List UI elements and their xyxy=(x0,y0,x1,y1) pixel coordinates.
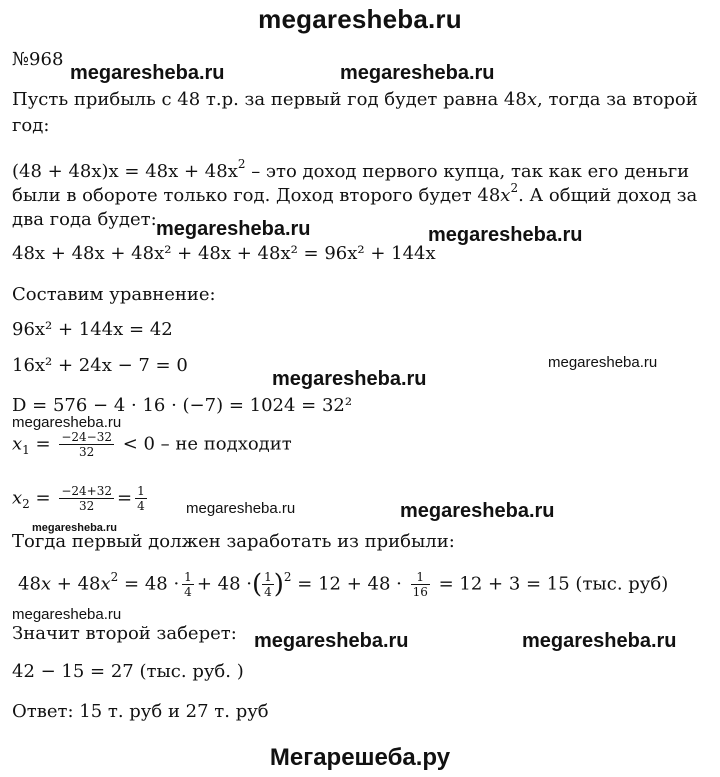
watermark: megaresheba.ru xyxy=(548,354,658,371)
watermark: megaresheba.ru xyxy=(400,500,555,522)
x1-var: x xyxy=(12,433,23,455)
watermark: megaresheba.ru xyxy=(340,62,495,84)
root-x1: $x_1$ = $\frac{-24-32}{32}$ < 0 – не подходит xyxy=(12,430,292,459)
x2-fraction xyxy=(59,484,114,513)
sum-equation: 48x + 48x + 48x² + 48x + 48x² = 96x² + 144x xyxy=(12,243,436,264)
profit-frac-c: $\frac{1}{16}$ xyxy=(412,570,428,599)
exponent: 2 xyxy=(237,157,246,171)
x2-result-numerator: 1 xyxy=(137,484,145,498)
x1-denominator: 32 xyxy=(79,445,95,459)
profit-frac-b: $\frac{1}{4}$ xyxy=(264,570,272,599)
watermark: megaresheba.ru xyxy=(32,522,117,534)
watermark: megaresheba.ru xyxy=(70,62,225,84)
equation-2: 16x² + 24x − 7 = 0 xyxy=(12,355,188,376)
watermark: megaresheba.ru xyxy=(156,218,311,240)
discriminant: D = 576 − 4 · 16 · (−7) = 1024 = 32² xyxy=(12,395,353,416)
para-line-3: два года будет: xyxy=(12,209,157,230)
second-income-end: . А общий доход за xyxy=(518,185,698,206)
exponent: 2 xyxy=(510,181,519,195)
problem-number: №968 xyxy=(12,49,64,70)
x1-numerator: −24−32 xyxy=(61,430,112,444)
site-footer: Мегарешеба.ру xyxy=(269,744,451,771)
x2-denominator: 32 xyxy=(79,499,95,513)
para-line-1 xyxy=(12,157,690,184)
then-text: Тогда первый должен заработать из прибыли: xyxy=(12,531,455,552)
x1-tail: < 0 – не подходит xyxy=(116,433,292,455)
intro-var: x xyxy=(526,89,537,110)
watermark: megaresheba.ru xyxy=(522,630,677,652)
income-text: – это доход первого купца, так как его деньги xyxy=(245,161,690,182)
intro-line-1 xyxy=(12,88,698,112)
x2-var: x xyxy=(12,487,23,509)
x2-result-fraction xyxy=(135,484,147,513)
var-x: x xyxy=(500,185,511,206)
x2-result-denominator: 4 xyxy=(137,499,145,513)
profit-tail: = 12 + 48 · xyxy=(291,573,408,595)
intro-end: , тогда за второй xyxy=(537,89,698,110)
make-equation-text: Составим уравнение: xyxy=(12,284,216,305)
x1-subscript: 1 xyxy=(22,443,30,458)
root-x2: $x_2$ = $\frac{-24+32}{32}$ = $\frac{1}{4}$ xyxy=(12,484,145,513)
answer: Ответ: 15 т. руб и 27 т. руб xyxy=(12,701,269,722)
watermark: megaresheba.ru xyxy=(12,414,122,431)
profit-frac-a: $\frac{1}{4}$ xyxy=(184,570,192,599)
watermark: megaresheba.ru xyxy=(12,606,122,623)
second-income-text: были в обороте только год. Доход второго будет 48 xyxy=(12,185,501,206)
intro-text: Пусть прибыль с 48 т.р. за первый год будет равна 48 xyxy=(12,89,527,110)
watermark: megaresheba.ru xyxy=(186,500,296,517)
profit-equation: $48x + 48x^2 = 48$ · $\frac{1}{4}$ + 48 ·( $\frac{1}{4}$ )$^2$ = 12 + 48 · $\frac{1}{16}$ = 12 + 3 = 15 (тыс. руб) xyxy=(18,569,669,600)
profit-end: = 12 + 3 = 15 (тыс. руб) xyxy=(432,573,669,595)
intro-line-2: год: xyxy=(12,115,50,136)
second-takes-text: Значит второй заберет: xyxy=(12,623,237,644)
watermark: megaresheba.ru xyxy=(428,224,583,246)
watermark: megaresheba.ru xyxy=(272,368,427,390)
x2-numerator: −24+32 xyxy=(61,484,112,498)
income-expression: (48 + 48x)x = 48x + 48x xyxy=(12,161,238,182)
site-header: megaresheba.ru xyxy=(258,4,462,34)
para-line-2 xyxy=(12,181,698,208)
watermark: megaresheba.ru xyxy=(254,630,409,652)
equation-1: 96x² + 144x = 42 xyxy=(12,319,173,340)
x2-subscript: 2 xyxy=(22,497,30,512)
second-equation: 42 − 15 = 27 (тыс. руб. ) xyxy=(12,661,244,682)
x1-fraction xyxy=(59,430,114,459)
